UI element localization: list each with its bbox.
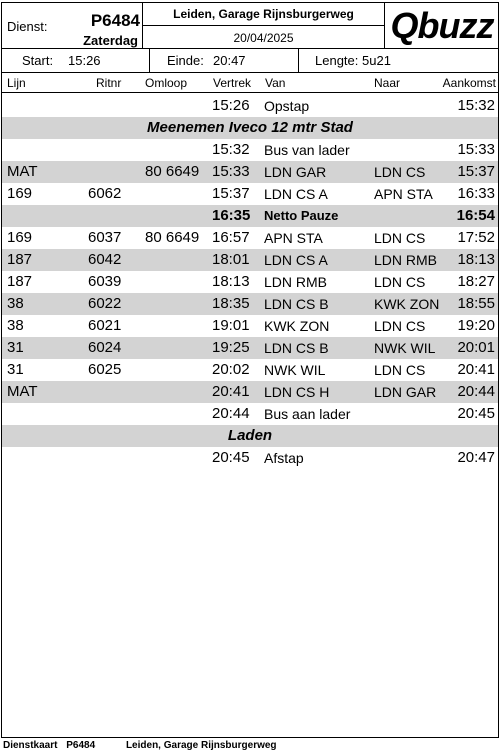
footer-location: Leiden, Garage Rijnsburgerweg [125,740,277,751]
cell-van: Afstap [264,450,304,466]
cell-aankomst: 17:52 [457,229,495,246]
cell-ritnr: 6024 [88,339,122,356]
cell-naar: KWK ZON [374,296,440,312]
column-header-aankomst: Aankomst [442,76,496,90]
column-header-vertrek: Vertrek [213,76,252,90]
length-value: 5u21 [362,53,391,68]
duty-info-cell [2,3,143,49]
cell-naar: LDN CS [374,362,426,378]
cell-vertrek: 20:45 [212,449,250,466]
cell-van: LDN CS H [264,384,330,400]
trip-row [2,447,498,469]
cell-vertrek: 20:02 [212,361,250,378]
cell-aankomst: 20:47 [457,449,495,466]
cell-vertrek: 19:01 [212,317,250,334]
cell-aankomst: 15:33 [457,141,495,158]
cell-vertrek: 18:13 [212,273,250,290]
cell-aankomst: 20:44 [457,383,495,400]
cell-van: APN STA [264,230,323,246]
cell-van: LDN CS B [264,296,329,312]
trip-list [2,95,498,469]
cell-ritnr: 6062 [88,185,122,202]
cell-vertrek: 16:35 [212,207,251,224]
times-divider [149,49,150,73]
cell-lijn: 187 [7,273,33,290]
cell-ritnr: 6025 [88,361,122,378]
column-header-row [2,73,498,93]
cell-vertrek: 15:26 [212,97,250,114]
cell-aankomst: 19:20 [457,317,495,334]
column-header-lijn: Lijn [7,76,26,90]
cell-van: Bus aan lader [264,406,351,422]
duty-card [1,2,499,738]
location-date-cell [143,3,385,49]
column-header-naar: Naar [374,76,401,90]
cell-vertrek: 19:25 [212,339,250,356]
cell-lijn: 169 [7,185,33,202]
trip-row [2,249,498,271]
cell-van: LDN GAR [264,164,327,180]
cell-aankomst: 18:13 [457,251,495,268]
cell-omloop: 80 6649 [145,163,200,180]
times-divider [298,49,299,73]
trip-row [2,337,498,359]
cell-van: LDN CS A [264,186,328,202]
column-header-ritnr: Ritnr [96,76,122,90]
brand-logo: Qbuzz [390,5,494,46]
cell-ritnr: 6022 [88,295,122,312]
cell-naar: LDN GAR [374,384,437,400]
trip-row [2,205,498,227]
cell-aankomst: 20:01 [457,339,495,356]
trip-row [2,403,498,425]
column-header-van: Van [265,76,286,90]
cell-lijn: 38 [7,295,24,312]
section-header: Meenemen Iveco 12 mtr Stad [2,117,498,139]
cell-vertrek: 15:32 [212,141,250,158]
cell-naar: NWK WIL [374,340,436,356]
trip-row [2,95,498,117]
cell-lijn: 31 [7,361,24,378]
duty-number: P6484 [90,11,140,30]
cell-van: KWK ZON [264,318,330,334]
end-label: Einde: [167,53,204,68]
cell-van: Bus van lader [264,142,350,158]
cell-vertrek: 20:44 [212,405,250,422]
garage-location: Leiden, Garage Rijnsburgerweg [143,3,384,26]
cell-van: LDN CS A [264,252,328,268]
start-label: Start: [22,53,54,68]
cell-vertrek: 18:35 [212,295,250,312]
trip-row [2,227,498,249]
card-footer [3,740,283,751]
section-header: Laden [2,425,498,447]
cell-naar: LDN CS [374,274,426,290]
cell-vertrek: 15:33 [212,163,250,180]
length-label: Lengte: [315,53,359,68]
cell-vertrek: 16:57 [212,229,250,246]
trip-row [2,359,498,381]
cell-lijn: MAT [7,163,38,180]
duty-label: Dienst: [7,19,48,34]
cell-naar: LDN CS [374,318,426,334]
cell-aankomst: 15:37 [457,163,495,180]
cell-aankomst: 18:55 [457,295,495,312]
cell-van: Netto Pauze [264,208,339,223]
trip-row [2,183,498,205]
cell-ritnr: 6021 [88,317,122,334]
footer-duty-number: P6484 [66,740,96,751]
trip-row [2,381,498,403]
cell-naar: APN STA [374,186,433,202]
cell-aankomst: 20:45 [457,405,495,422]
cell-vertrek: 15:37 [212,185,250,202]
cell-lijn: 169 [7,229,33,246]
cell-van: LDN CS B [264,340,329,356]
cell-aankomst: 20:41 [457,361,495,378]
trip-row [2,293,498,315]
cell-lijn: MAT [7,383,38,400]
trip-row [2,161,498,183]
column-header-omloop: Omloop [145,76,188,90]
footer-label: Dienstkaart [3,740,58,751]
duty-date: 20/04/2025 [233,31,294,45]
trip-row [2,139,498,161]
cell-van: Opstap [264,98,310,114]
duty-times-row [2,49,498,73]
cell-aankomst: 16:33 [457,185,495,202]
trip-row [2,315,498,337]
duty-day: Zaterdag [83,33,138,48]
cell-naar: LDN CS [374,164,426,180]
start-value: 15:26 [68,53,101,68]
cell-van: NWK WIL [264,362,326,378]
cell-vertrek: 18:01 [212,251,250,268]
cell-aankomst: 18:27 [457,273,495,290]
cell-vertrek: 20:41 [212,383,250,400]
cell-van: LDN RMB [264,274,328,290]
cell-ritnr: 6037 [88,229,122,246]
cell-aankomst: 15:32 [457,97,495,114]
cell-lijn: 31 [7,339,24,356]
cell-lijn: 38 [7,317,24,334]
cell-aankomst: 16:54 [456,207,495,224]
cell-ritnr: 6039 [88,273,122,290]
cell-omloop: 80 6649 [145,229,200,246]
cell-ritnr: 6042 [88,251,122,268]
end-value: 20:47 [213,53,246,68]
cell-lijn: 187 [7,251,33,268]
card-header [2,3,498,49]
cell-naar: LDN CS [374,230,426,246]
cell-naar: LDN RMB [374,252,438,268]
trip-row [2,271,498,293]
